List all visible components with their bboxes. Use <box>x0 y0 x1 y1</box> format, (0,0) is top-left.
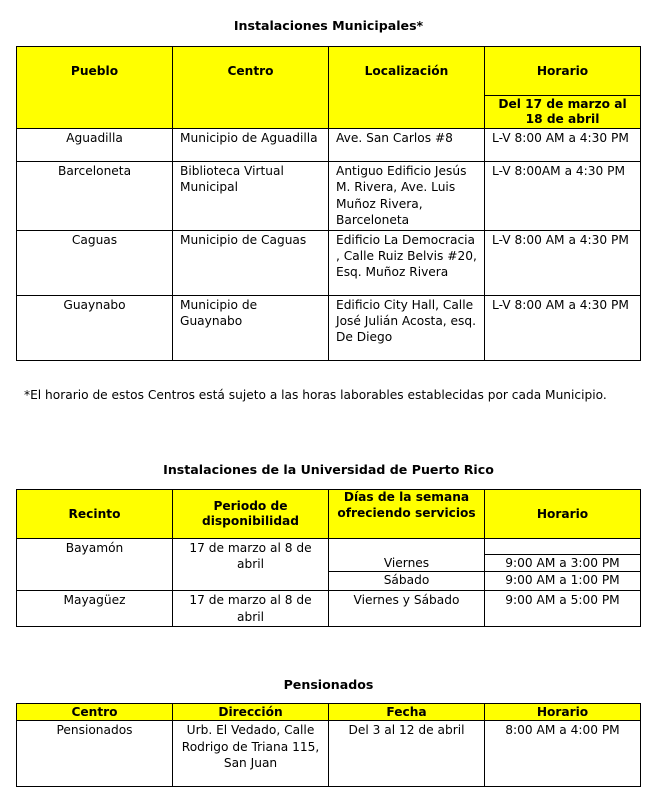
cell-pueblo: Guaynabo <box>17 295 173 360</box>
cell-dia: Sábado <box>329 572 485 591</box>
cell-localizacion: Edificio La Democracia , Calle Ruiz Belvis #20, Esq. Muñoz Rivera <box>329 230 485 295</box>
cell-centro: Municipio de Aguadilla <box>173 129 329 162</box>
municipal-table <box>16 46 641 361</box>
cell-horario: 9:00 AM a 5:00 PM <box>485 591 641 627</box>
section-pensionados-title: Pensionados <box>283 677 374 692</box>
cell-direccion: Urb. El Vedado, Calle Rodrigo de Triana 115, San Juan <box>173 721 329 787</box>
header-horario: Horario <box>485 704 641 721</box>
section-municipal-title: Instalaciones Municipales* <box>233 18 424 33</box>
header-pueblo: Pueblo <box>17 47 173 129</box>
cell-horario: 9:00 AM a 3:00 PM <box>485 555 641 572</box>
header-dias: Días de la semana ofreciendo servicios <box>329 490 485 539</box>
cell-localizacion: Ave. San Carlos #8 <box>329 129 485 162</box>
upr-table <box>16 489 641 627</box>
cell-recinto: Mayagüez <box>17 591 173 627</box>
cell-horario: L-V 8:00 AM a 4:30 PM <box>485 230 641 295</box>
header-fecha: Fecha <box>329 704 485 721</box>
table-row <box>17 162 641 231</box>
cell-centro: Biblioteca Virtual Municipal <box>173 162 329 231</box>
cell-blank <box>485 539 641 555</box>
cell-periodo: 17 de marzo al 8 de abril <box>173 539 329 591</box>
header-recinto: Recinto <box>17 490 173 539</box>
table-row <box>17 539 641 555</box>
header-horario: Horario <box>485 47 641 96</box>
cell-pueblo: Aguadilla <box>17 129 173 162</box>
header-localizacion: Localización <box>329 47 485 129</box>
pensionados-table <box>16 703 641 787</box>
table-row <box>17 129 641 162</box>
cell-localizacion: Edificio City Hall, Calle José Julián Acosta, esq. De Diego <box>329 295 485 360</box>
cell-pueblo: Caguas <box>17 230 173 295</box>
cell-recinto: Bayamón <box>17 539 173 591</box>
header-periodo: Periodo de disponibilidad <box>173 490 329 539</box>
cell-centro: Municipio de Caguas <box>173 230 329 295</box>
header-horario-period: Del 17 de marzo al 18 de abril <box>485 96 641 129</box>
cell-centro: Pensionados <box>17 721 173 787</box>
table-row <box>17 230 641 295</box>
cell-horario: L-V 8:00 AM a 4:30 PM <box>485 295 641 360</box>
header-centro: Centro <box>173 47 329 129</box>
header-horario: Horario <box>485 490 641 539</box>
header-centro: Centro <box>17 704 173 721</box>
cell-horario: 8:00 AM a 4:00 PM <box>485 721 641 787</box>
cell-horario: 9:00 AM a 1:00 PM <box>485 572 641 591</box>
section-upr-title: Instalaciones de la Universidad de Puerto Rico <box>163 462 494 477</box>
cell-periodo: 17 de marzo al 8 de abril <box>173 591 329 627</box>
cell-dia: Viernes <box>329 555 485 572</box>
cell-centro: Municipio de Guaynabo <box>173 295 329 360</box>
cell-pueblo: Barceloneta <box>17 162 173 231</box>
cell-horario: L-V 8:00 AM a 4:30 PM <box>485 129 641 162</box>
footnote: *El horario de estos Centros está sujeto a las horas laborables establecidas por cada Municipio. <box>24 388 607 402</box>
cell-localizacion: Antiguo Edificio Jesús M. Rivera, Ave. Luis Muñoz Rivera, Barceloneta <box>329 162 485 231</box>
table-row <box>17 591 641 627</box>
header-direccion: Dirección <box>173 704 329 721</box>
cell-fecha: Del 3 al 12 de abril <box>329 721 485 787</box>
cell-horario: L-V 8:00AM a 4:30 PM <box>485 162 641 231</box>
table-row <box>17 721 641 787</box>
table-row <box>17 295 641 360</box>
cell-dias: Viernes y Sábado <box>329 591 485 627</box>
cell-blank <box>329 539 485 555</box>
